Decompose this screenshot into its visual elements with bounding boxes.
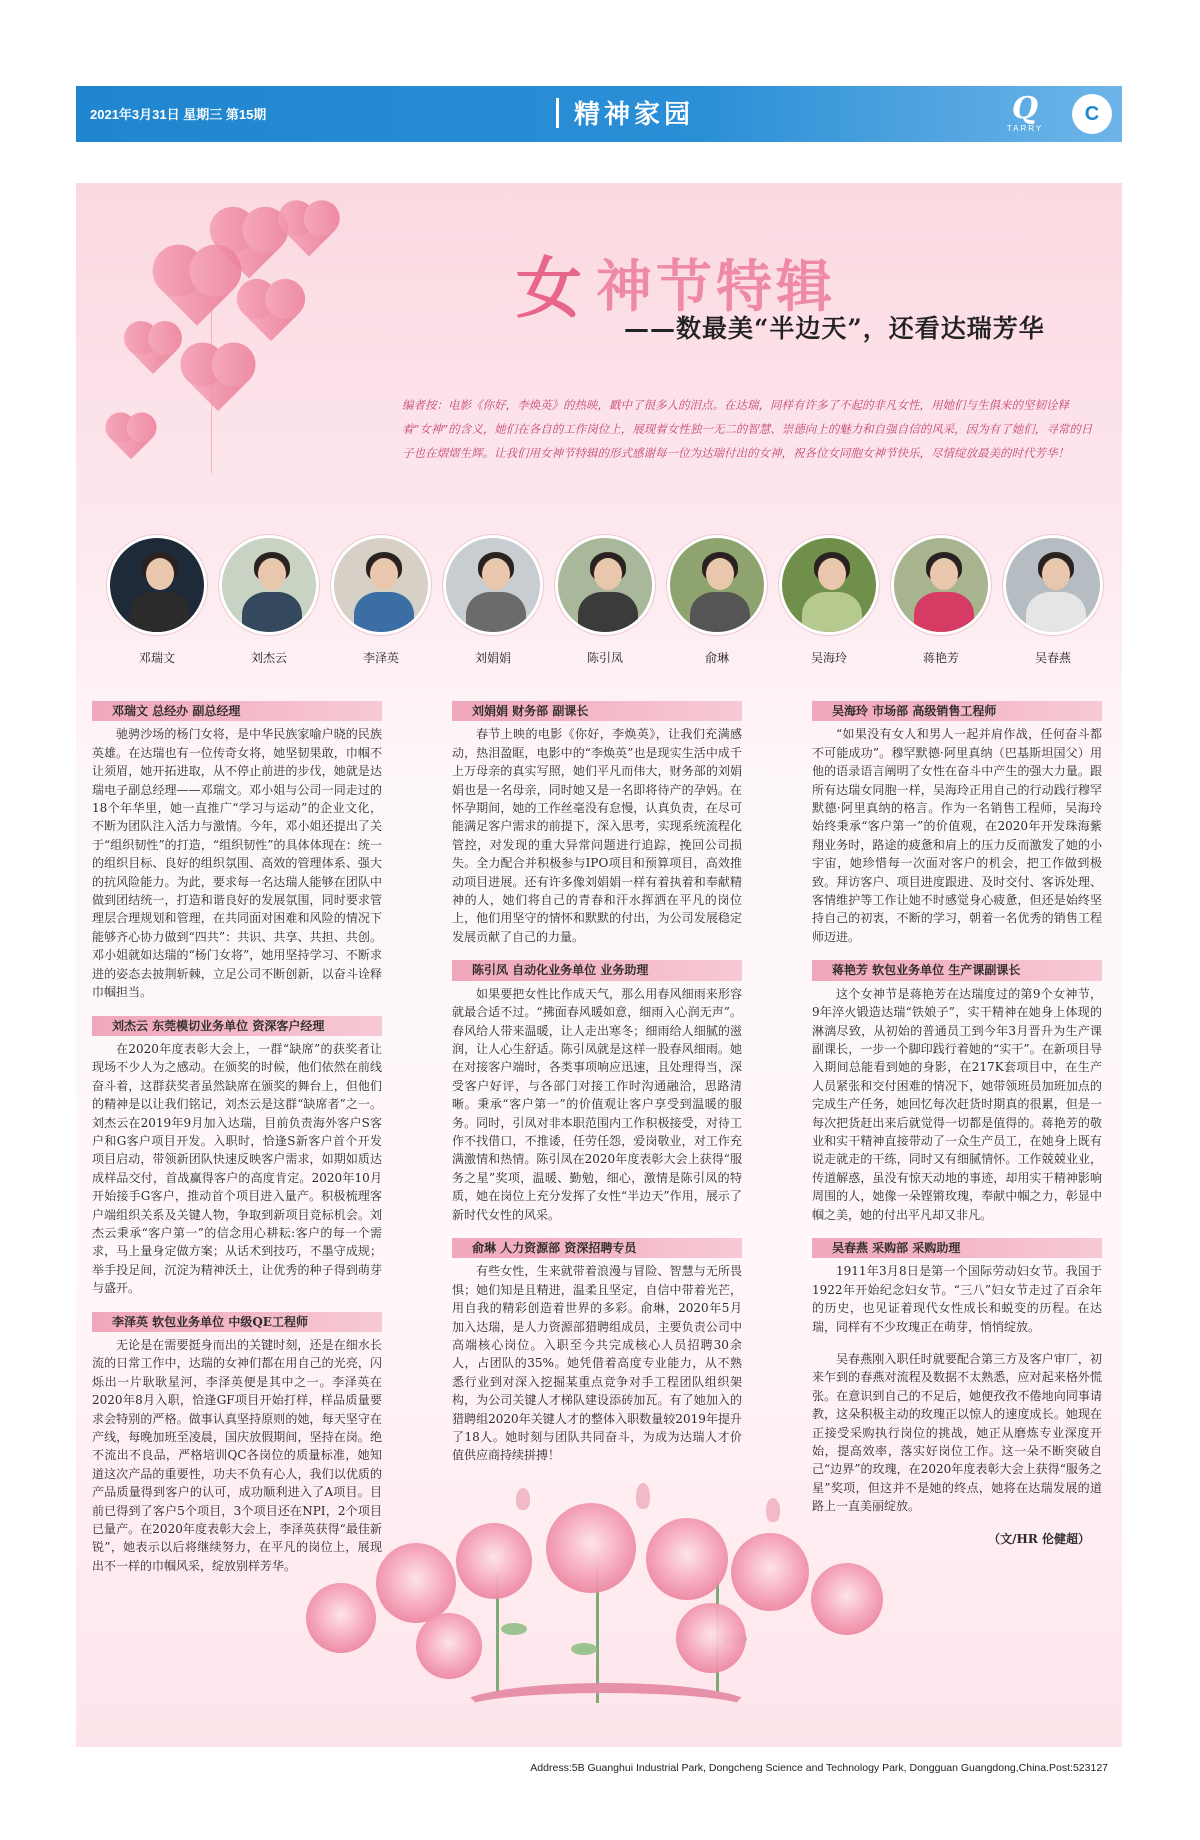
avatar [891,535,991,635]
portrait [666,535,768,666]
rose-icon [306,1583,376,1653]
portrait [106,535,208,666]
article-body: 无论是在需要挺身而出的关键时刻，还是在细水长流的日常工作中，达瑞的女神们都在用自己的光亮，闪烁出一片耿耿星河，李泽英便是其中之一。李泽英在2020年8月入职，恰逢GF项目开始打样，样品质量要求会特别的严格。做事认真坚持原则的她，每天坚守在产线，每晚加班至凌晨，国庆放假期间，坚持在岗。绝不流出不良品，严格培训QC各岗位的质量标准，她知道这次产品的重要性，功夫不负有心人，我们以优质的产品质量得到客户的认可，成功顺利进入了A项目。目前已得到了客户5个项目，3个项目还在NPI，2个项目已量产。在2020年度表彰大会上，李泽英获得“最佳新锐”，她表示以后将继续努力，在平凡的岗位上，展现出不一样的巾帼风采，绽放别样芳华。 [92,1338,382,1573]
article-column-3 [812,701,1102,1548]
portrait [442,535,544,666]
heart-balloon-icon [129,326,177,374]
rose-icon [546,1503,636,1593]
portrait-name: 李泽英 [362,651,399,665]
avatar [555,535,655,635]
heart-balloon-icon [110,417,152,459]
article-body: “如果没有女人和男人一起并肩作战，任何奋斗都不可能成功”。穆罕默德·阿里真纳（巴基斯坦国父）用他的语录语言阐明了女性在奋斗中产生的强大力量。跟所有达瑞女同胞一样，吴海玲正用自己的行动践行穆罕默德·阿里真纳的格言。作为一名销售工程师，吴海玲始终秉承“客户第一”的价值观，在2020年开发珠海紫翔业务时，路途的疲惫和肩上的压力反而激发了她的小宇宙，她珍惜每一次面对客户的机会，把工作做到极致。拜访客户、项目进度跟进、及时交付、客诉处理、客情维护等工作让她不时感觉身心疲惫，但还是始终坚持自己的初衷，不断的学习，朝着一名优秀的销售工程师迈进。 [812,727,1102,944]
portrait-name: 吴春燕 [1034,651,1071,665]
article-body: 有些女性，生来就带着浪漫与冒险、智慧与无所畏惧；她们知是且精进，温柔且坚定，自信中带着光芒，用自我的精彩创造着世界的多彩。俞琳，2020年5月加入达瑞，是人力资源部猎聘组成员，主要负责公司中高端核心岗位。入职至今共完成核心人员招聘30余人，占团队的35%。她凭借着高度专业能力，从不熟悉行业到对深入挖掘某重点竞争对手工程团队组织架构，为公司关键人才梯队建设添砖加瓦。有了她加入的猎聘组2020年关键人才的整体入职数量较2019年提升了18人。她时刻与团队共同奋斗，为成为达瑞人才价值供应商持续拼搏！ [452,1264,742,1463]
article-heading: 蒋艳芳 软包业务单位 生产课副课长 [812,960,1102,980]
issue-date: 2021年3月31日 星期三 第15期 [90,107,267,122]
article-body: 驰骋沙场的杨门女将，是中华民族家喻户晓的民族英雄。在达瑞也有一位传奇女将，她坚韧果敢，巾帼不让须眉，她开拓进取，从不停止前进的步伐，她就是达瑞电子副总经理——邓瑞文。邓小姐与公司一同走过的18个年华里，她一直推广“学习与运动”的企业文化，不断为团队注入活力与激情。今年，邓小姐还提出了关于“组织韧性”的打造，“组织韧性”的具体体现在：统一的组织目标、良好的组织氛围、高效的管理体系、强大的抗风险能力。为此，要求每一名达瑞人能够在团队中做到团结统一，打造和谐良好的发展氛围，同时要求管理层合理规划和管理，在共同面对困难和风险的情况下能够齐心协力做到“四共”：共识、共享、共担、共创。邓小姐就如达瑞的“杨门女将”，她用坚持学习、不断求进的姿态去披荆斩棘，立足公司不断创新，以奋斗诠释巾帼担当。 [92,727,382,1000]
article-body: 吴春燕刚入职任时就要配合第三方及客户审厂，初来乍到的春燕对流程及数据不太熟悉，应对起来格外慌张。在意识到自己的不足后，她便孜孜不倦地向同事请教，这朵积极主动的玫瑰正以惊人的速度成长。她现在正接受采购执行岗位的挑战，她正从磨炼专业深度开始，提高效率，落实好岗位工作。这一朵不断突破自己“边界”的玫瑰，在2020年度表彰大会上获得“服务之星”奖项，但这并不是她的终点，她将在达瑞发展的道路上一直美丽绽放。 [812,1352,1102,1514]
article-heading: 吴春燕 采购部 采购助理 [812,1238,1102,1258]
rose-icon [646,1518,728,1600]
article-body: 这个女神节是蒋艳芳在达瑞度过的第9个女神节，9年淬火锻造达瑞“铁娘子”，实干精神在她身上体现的淋漓尽致，从初始的普通员工到今年3月晋升为生产课副课长，一步一个脚印践行着她的“实干”。在新项目导入期间总能看到她的身影，在217K套项目中，在生产人员紧张和交付困难的情况下，她带领班员加班加点的完成生产任务，她回忆每次赶货时期真的很累，但是一每次把货赶出来后就觉得一切都是值得的。蒋艳芳的敬业和实干精神直接带动了一众生产员工，在她身上既有说走就走的干练，同时又有细腻情怀。工作兢兢业业，传道解惑，虽没有惊天动地的事迹，却用实干精神影响周围的人，她像一朵铿锵玫瑰，奉献中帼之力，彰显中帼之美，她的付出平凡却又非凡。 [812,986,1102,1222]
portrait-clothing [1026,592,1086,635]
portrait-clothing [130,592,190,635]
avatar [107,535,207,635]
feature-page [76,183,1122,1747]
article-body: 如果要把女性比作成天气，那么用春风细雨来形容就最合适不过。“拂面春风暖如意，细雨入心润无声”。春风给人带来温暖，让人走出寒冬；细雨给人细腻的滋润，让人心生舒适。陈引凤就是这样一股春风细雨。她在对接客户端时，各类事项响应迅速，且处理得当，深受客户好评，与各部门对接工作时沟通融洽，思路清晰。秉承“客户第一”的价值观让客户享受到温暖的服务。同时，引凤对非本职范围内工作积极接受，对待工作不找借口，不推诿，任劳任怨，爱岗敬业，对工作充满激情和热情。陈引凤在2020年度表彰大会上获得“服务之星”奖项，温暖、勤勉，细心，激情是陈引凤的特质，她在岗位上充分发挥了女性“半边天”作用，展示了新时代女性的风采。 [452,986,742,1222]
feature-title: 神节特辑 [596,255,836,320]
portrait-name: 俞琳 [704,651,729,665]
article-heading: 刘娟娟 财务部 副课长 [452,701,742,721]
portrait-clothing [354,592,414,635]
portrait [554,535,656,666]
article-column-2 [452,701,742,1479]
portrait [330,535,432,666]
article-heading: 李泽英 软包业务单位 中级QE工程师 [92,1312,382,1332]
brand-name: TARRY [1006,124,1044,133]
brand-mark: Q [1011,91,1039,126]
article-byline: （文/HR 伦健超） [988,1531,1090,1546]
rose-icon [376,1543,456,1623]
article-body: 在2020年度表彰大会上，一群“缺席”的获奖者让现场不少人为之感动。在颁奖的时候，他们依然在前线奋斗着，这群获奖者虽然缺席在颁奖的舞台上，但他们的精神是以让我们铭记，刘杰云是这群“缺席者”之一。刘杰云在2019年9月加入达瑞，目前负责海外客户S客户和G客户项目开发。入职时，恰逢S新客户首个开发项目启动，带领新团队快速反映客户需求，如期如质达成样品交付，首战赢得客户的高度肯定。2020年10月开始接手G客户，推动首个项目进入量产。积极梳理客户端组织关系及关键人物，争取到新项目竞标机会。刘杰云秉承“客户第一”的信念用心耕耘:客户的每一个需求，马上量身定做方案；从话术到技巧，不墨守成规；举手投足间，沉淀为精神沃土，让优秀的种子得到萌芽与盛开。 [92,1041,382,1296]
ribbon-icon [456,1683,756,1733]
rose-bud-icon [516,1488,530,1510]
portrait-clothing [578,592,638,635]
rose-icon [811,1563,883,1635]
article-heading: 邓瑞文 总经办 副总经理 [92,701,382,721]
heart-balloon-icon [160,252,234,326]
section-title: 精神家园 [574,94,694,131]
portrait-row [106,535,1106,675]
rose-icon [731,1533,809,1611]
avatar [443,535,543,635]
portrait-name: 刘杰云 [250,651,287,665]
masthead-bar [76,86,1122,142]
editor-note-text: 编者按：电影《你好，李焕英》的热映，戳中了很多人的泪点。在达瑞，同样有许多了不起的非凡女性，用她们与生俱来的坚韧诠释着“女神”的含义，她们在各自的工作岗位上，展现着女性独一无二的智慧、崇德向上的魅力和自强自信的风采，因为有了她们，寻常的日子也在熠熠生辉。让我们用女神节特辑的形式感谢每一位为达瑞付出的女神，祝各位女同胞女神节快乐，尽情绽放最美的时代芳华！ [402,398,1093,460]
article-heading: 陈引凤 自动化业务单位 业务助理 [452,960,742,980]
portrait-name: 邓瑞文 [138,651,175,665]
rose-icon [676,1603,746,1673]
article-heading: 吴海玲 市场部 高级销售工程师 [812,701,1102,721]
portrait-name: 刘娟娟 [474,651,511,665]
portrait-clothing [802,592,862,635]
avatar [779,535,879,635]
leaf-icon [571,1643,597,1655]
portrait-name: 蒋艳芳 [922,651,959,665]
portrait [778,535,880,666]
heart-balloon-icon [243,285,300,342]
avatar [331,535,431,635]
portrait [218,535,320,666]
avatar [1003,535,1103,635]
article-heading: 刘杰云 东莞模切业务单位 资深客户经理 [92,1016,382,1036]
heart-balloon-icon [187,349,249,411]
portrait-clothing [466,592,526,635]
portrait-name: 陈引凤 [586,651,623,665]
footer-address: Address:5B Guanghui Industrial Park, Dongcheng Science and Technology Park, Dongguan Guangdong,China.Post:523127 [530,1762,1108,1774]
rose-icon [456,1523,532,1599]
edition-badge: C [1072,94,1112,134]
article-body: 1911年3月8日是第一个国际劳动妇女节。我国于1922年开始纪念妇女节。“三八”妇女节走过了百余年的历史，也见证着现代女性成长和蜕变的历程。在达瑞，同样有不少玫瑰正在萌芽，悄悄绽放。 [812,1264,1102,1334]
editor-note [402,393,1097,465]
rose-icon [416,1613,482,1679]
rose-bud-icon [766,1498,780,1522]
brand-logo [990,91,1060,136]
article-body: 春节上映的电影《你好，李焕英》，让我们充满感动，热泪盈眶，电影中的“李焕英”也是现实生活中成千上万母亲的真实写照，她们平凡而伟大，财务部的刘娟娟也是一名母亲，同时她又是一名即将待产的孕妈。在怀孕期间，她的工作丝毫没有怠慢，认真负责，在尽可能满足客户需求的前提下，深入思考，实现系统流程化管控，对发现的重大异常问题进行追踪，挽回公司损失。全力配合并积极参与IPO项目和预算项目，高效推动项目进展。还有许多像刘娟娟一样有着执着和奉献精神的人，她们将自己的青春和汗水挥洒在平凡的岗位上，他们用坚守的情怀和默默的付出，为公司发展稳定发展贡献了自己的力量。 [452,727,742,944]
article-heading: 俞琳 人力资源部 资深招聘专员 [452,1238,742,1258]
feature-subtitle: ——数最美“半边天”，还看达瑞芳华 [624,314,1045,343]
portrait [890,535,992,666]
heart-balloon-icon [284,206,335,257]
portrait-name: 吴海玲 [810,651,847,665]
portrait-clothing [690,592,750,635]
portrait-clothing [914,592,974,635]
avatar [667,535,767,635]
rose-bud-icon [636,1483,650,1509]
portrait [1002,535,1104,666]
feature-title-first: 女 [516,250,582,327]
article-column-1 [92,701,382,1589]
avatar [219,535,319,635]
portrait-clothing [242,592,302,635]
leaf-icon [501,1623,527,1635]
